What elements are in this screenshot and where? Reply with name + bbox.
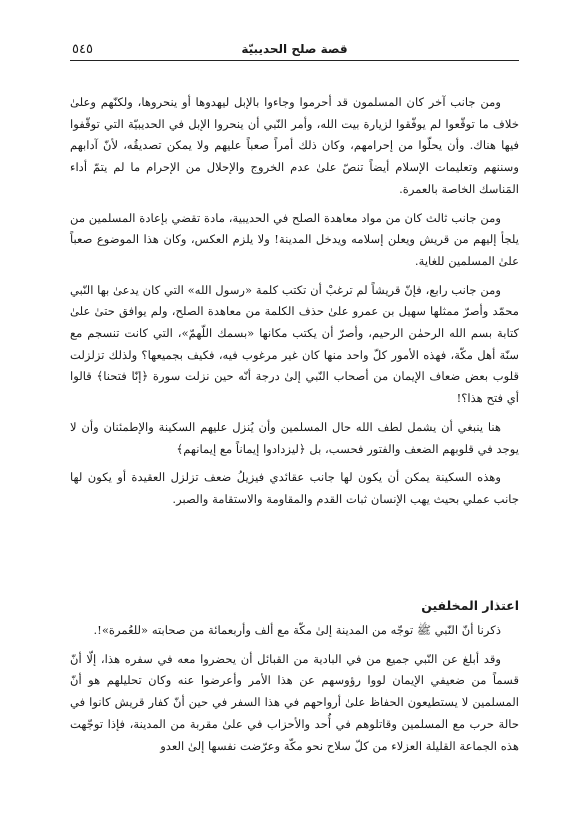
section-heading: اعتذار المخلفين: [421, 598, 519, 613]
page-header: [70, 34, 519, 61]
paragraph: وهذه السكينة يمكن أن يكون لها جانب عقائدي فيزيلُ ضعف تزلزل العقيدة أو يكون لها جانب عملي بحيث يهب الإنسان ثبات القدم والمقاومة والاستقامة والصبر.: [70, 470, 519, 506]
paragraph: وقد أبلغ عن النّبي جميع من في البادية من القبائل أن يحضروا معه في سفره هذا، إلّا أنّ قسماً من ضعيفي الإيمان لووا رؤوسهم عن هذا الأمر وأعرضوا عنه وكان تحليلهم هو أنّ المسلمين لا يستطيعون الحفاظ علىٰ أرواحهم في هذا السفر في حين أنّ كفار قريش كانوا في حالة حرب مع المسلمين وقاتلوهم في أُحد والأحزاب في علىٰ مقربة من المدينة، فإذا توجّهت هذه الجماعة القليلة العزلاء من كلّ سلاح نحو مكّة وعرّضت نفسها إلىٰ العدو: [70, 651, 519, 753]
paragraph: ومن جانب رابع، فإنّ قريشاً لم ترغبْ أن تكتب كلمة «رسول الله» التي كان يدعىٰ بها النّبي محمّد وأصرّ ممثلها سهيل بن عمرو علىٰ حذف الكلمة من معاهدة الصلح، ولم يوافق حتىٰ علىٰ كتابة بسم الله الرحمٰن الرحيم، وأصرّ أن يكتب مكانها «بسمك اللّهمّ»، التي كانت تنسجم مع سنّة أهل مكّة، فهذه الأمور كلّ واحد منها كان غير مرغوب فيه، فكيف بجميعها؟ ولذلك تزلزلت قلوب بعض ضعاف الإيمان من أصحاب النّبي إلىٰ درجة أنّه حين نزلت سورة ﴿إنّا فتحنا﴾ قالوا أي فتح هذا؟!: [70, 282, 519, 406]
main-text: [70, 92, 519, 518]
page-number: ٥٤٥: [72, 42, 93, 57]
paragraph: هنا ينبغي أن يشمل لطف الله حال المسلمين وأن يُنزل عليهم السكينة والإطمئنان وأن لا يوجد في قلوبهم الضعف والفتور فحسب، بل ﴿ليزدادوا إيماناً مع إيمانهم﴾: [70, 419, 519, 456]
section-text: [70, 620, 519, 764]
paragraph: ومن جانب آخر كان المسلمون قد أحرموا وجاءوا بالإبل ليهدوها أو ينحروها، ولكنّهم وعلىٰ خلاف ما توقّعوا لم يوفّقوا لزيارة بيت الله، وأمر النّبي أن ينحروا الإبل في الحديبيّة التي توقّفوا فيها هناك. وأن يحلّوا من إحرامهم، وكان ذلك أمراً صعباً عليهم ولا يمكن تصديقُه، لأنّ آدابهم وسننهم وتعليمات الإسلام أيضاً تنصّ علىٰ عدم الخروج والإحلال من الإحرام ما لم يتمّ أداء المَناسك الخاصة بالعمرة.: [70, 95, 519, 196]
running-title: قصة صلح الحديبيّة: [241, 42, 348, 56]
paragraph: ذكرنا أنّ النّبي ﷺ توجّه من المدينة إلىٰ مكّة مع ألف وأربعمائة من صحابته «للعُمرة»!.: [93, 623, 501, 637]
paragraph: ومن جانب ثالث كان من مواد معاهدة الصلح في الحديبية، مادة تقضي بإعادة المسلمين من يلجأ إليهم من قريش ويعلن إسلامه ويدخل المدينة! ولا يلزم العكس، وكان هذا الموضوع صعباً علىٰ المسلمين للغاية.: [70, 210, 519, 268]
